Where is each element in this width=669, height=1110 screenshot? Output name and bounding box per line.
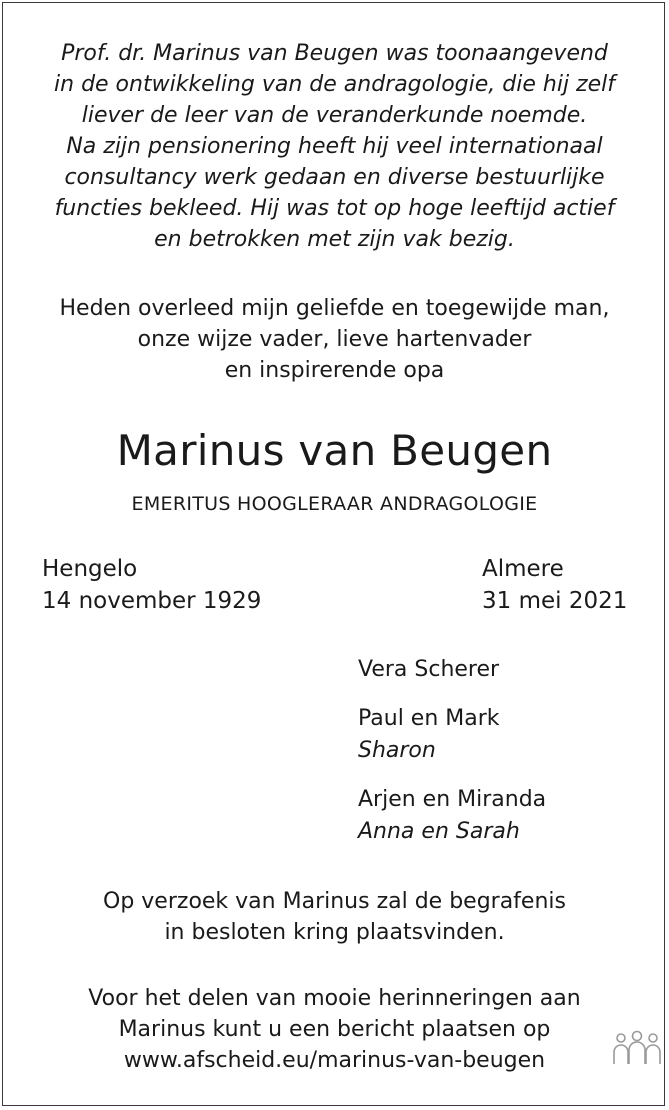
family-partner: Anna en Sarah: [358, 819, 520, 844]
memories-line: Marinus kunt u een bericht plaatsen op: [118, 1017, 551, 1042]
family-names: Paul en Mark: [358, 706, 500, 731]
birth-info: [42, 553, 261, 617]
announcement-line: Heden overleed mijn geliefde en toegewijde man,: [59, 296, 610, 321]
funeral-line: in besloten kring plaatsvinden.: [164, 920, 505, 945]
intro-line: in de ontwikkeling van de andragologie, die hij zelf: [54, 72, 615, 97]
intro-line: en betrokken met zijn vak bezig.: [154, 227, 515, 252]
memories-line: Voor het delen van mooie herinneringen aan: [88, 986, 581, 1011]
memories-note: [0, 983, 669, 1076]
birth-place: Hengelo: [42, 556, 138, 582]
announcement: [0, 293, 669, 386]
funeral-line: Op verzoek van Marinus zal de begrafenis: [103, 889, 566, 914]
memories-url[interactable]: www.afscheid.eu/marinus-van-beugen: [123, 1048, 546, 1073]
announcement-line: onze wijze vader, lieve hartenvader: [137, 327, 532, 352]
family-names: Arjen en Miranda: [358, 787, 547, 812]
family-list: [358, 654, 546, 865]
birth-date: 14 november 1929: [42, 588, 262, 614]
death-info: [482, 553, 627, 617]
family-partner: Sharon: [358, 738, 436, 763]
funeral-note: [0, 886, 669, 948]
family-names: Vera Scherer: [358, 657, 500, 682]
intro-line: consultancy werk gedaan en diverse bestuurlijke: [64, 165, 605, 190]
family-group: [358, 703, 546, 767]
intro-line: liever de leer van de veranderkunde noemde.: [81, 103, 588, 128]
death-place: Almere: [482, 556, 564, 582]
family-group: [358, 784, 546, 848]
family-group: [358, 654, 546, 686]
deceased-title: EMERITUS HOOGLERAAR ANDRAGOLOGIE: [131, 493, 538, 515]
intro-line: Na zijn pensionering heeft hij veel internationaal: [66, 134, 603, 159]
intro-line: Prof. dr. Marinus van Beugen was toonaangevend: [61, 41, 608, 66]
people-group-icon: [611, 1030, 663, 1068]
intro-line: functies bekleed. Hij was tot op hoge leeftijd actief: [54, 196, 615, 221]
announcement-line: en inspirerende opa: [224, 358, 445, 383]
death-date: 31 mei 2021: [482, 588, 628, 614]
deceased-name: Marinus van Beugen: [116, 426, 553, 475]
intro-paragraph: [0, 38, 669, 255]
